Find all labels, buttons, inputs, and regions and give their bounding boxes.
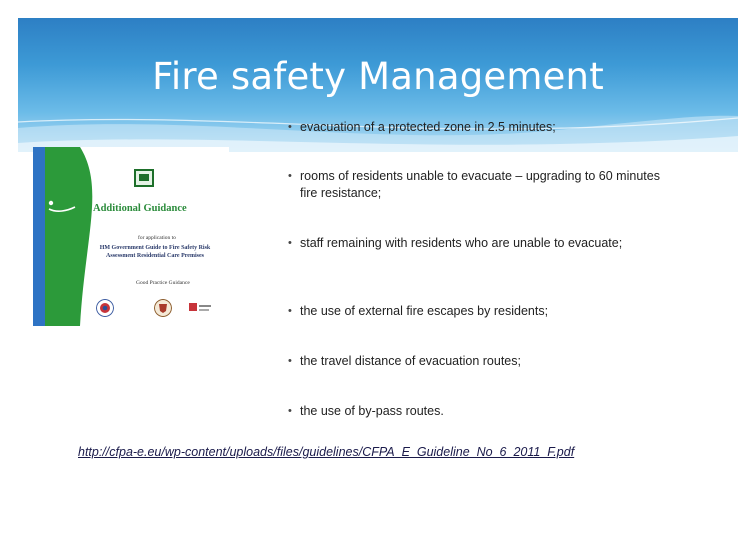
bullet-item bbox=[288, 353, 670, 370]
bullet-text: the use of by-pass routes. bbox=[300, 404, 444, 418]
bullet-text: rooms of residents unable to evacuate – upgrading to 60 minutes fire resistance; bbox=[300, 169, 660, 200]
bullet-dot-icon: • bbox=[288, 170, 292, 182]
bullet-text: staff remaining with residents who are unable to evacuate; bbox=[300, 236, 623, 250]
document-cover-image bbox=[33, 147, 229, 326]
cover-footer-text: Good Practice Guidance bbox=[136, 280, 190, 286]
bullet-text: the use of external fire escapes by residents; bbox=[300, 304, 549, 318]
bullet-dot-icon: • bbox=[288, 405, 292, 417]
bullet-item bbox=[288, 119, 670, 136]
cfpa-logo-icon bbox=[134, 169, 154, 187]
source-link[interactable]: http://cfpa-e.eu/wp-content/uploads/files/guidelines/CFPA_E_Guideline_No_6_2011_F.pdf bbox=[78, 445, 575, 459]
slide-title: Fire safety Management bbox=[152, 55, 604, 98]
bullet-item bbox=[288, 168, 670, 202]
cover-heading: Additional Guidance bbox=[93, 203, 187, 214]
bullet-dot-icon: • bbox=[288, 355, 292, 367]
seal-logo-icon bbox=[96, 299, 114, 317]
bullet-dot-icon: • bbox=[288, 237, 292, 249]
bullet-dot-icon: • bbox=[288, 305, 292, 317]
bullet-item bbox=[288, 235, 670, 252]
bullet-text: the travel distance of evacuation routes; bbox=[300, 354, 521, 368]
partner-logo-icon bbox=[189, 303, 211, 315]
bullet-text: evacuation of a protected zone in 2.5 minutes; bbox=[300, 120, 556, 134]
bullet-dot-icon: • bbox=[288, 121, 292, 133]
crest-logo-icon bbox=[154, 299, 172, 317]
bullet-item bbox=[288, 303, 670, 320]
cover-blue-bar bbox=[33, 147, 45, 326]
cover-subtitle: HM Government Guide to Fire Safety Risk Assessment Residential Care Premises bbox=[99, 245, 211, 259]
bullet-item bbox=[288, 403, 670, 420]
flame-swoosh-icon bbox=[47, 199, 77, 213]
cover-applies-to: for application to bbox=[138, 235, 176, 241]
